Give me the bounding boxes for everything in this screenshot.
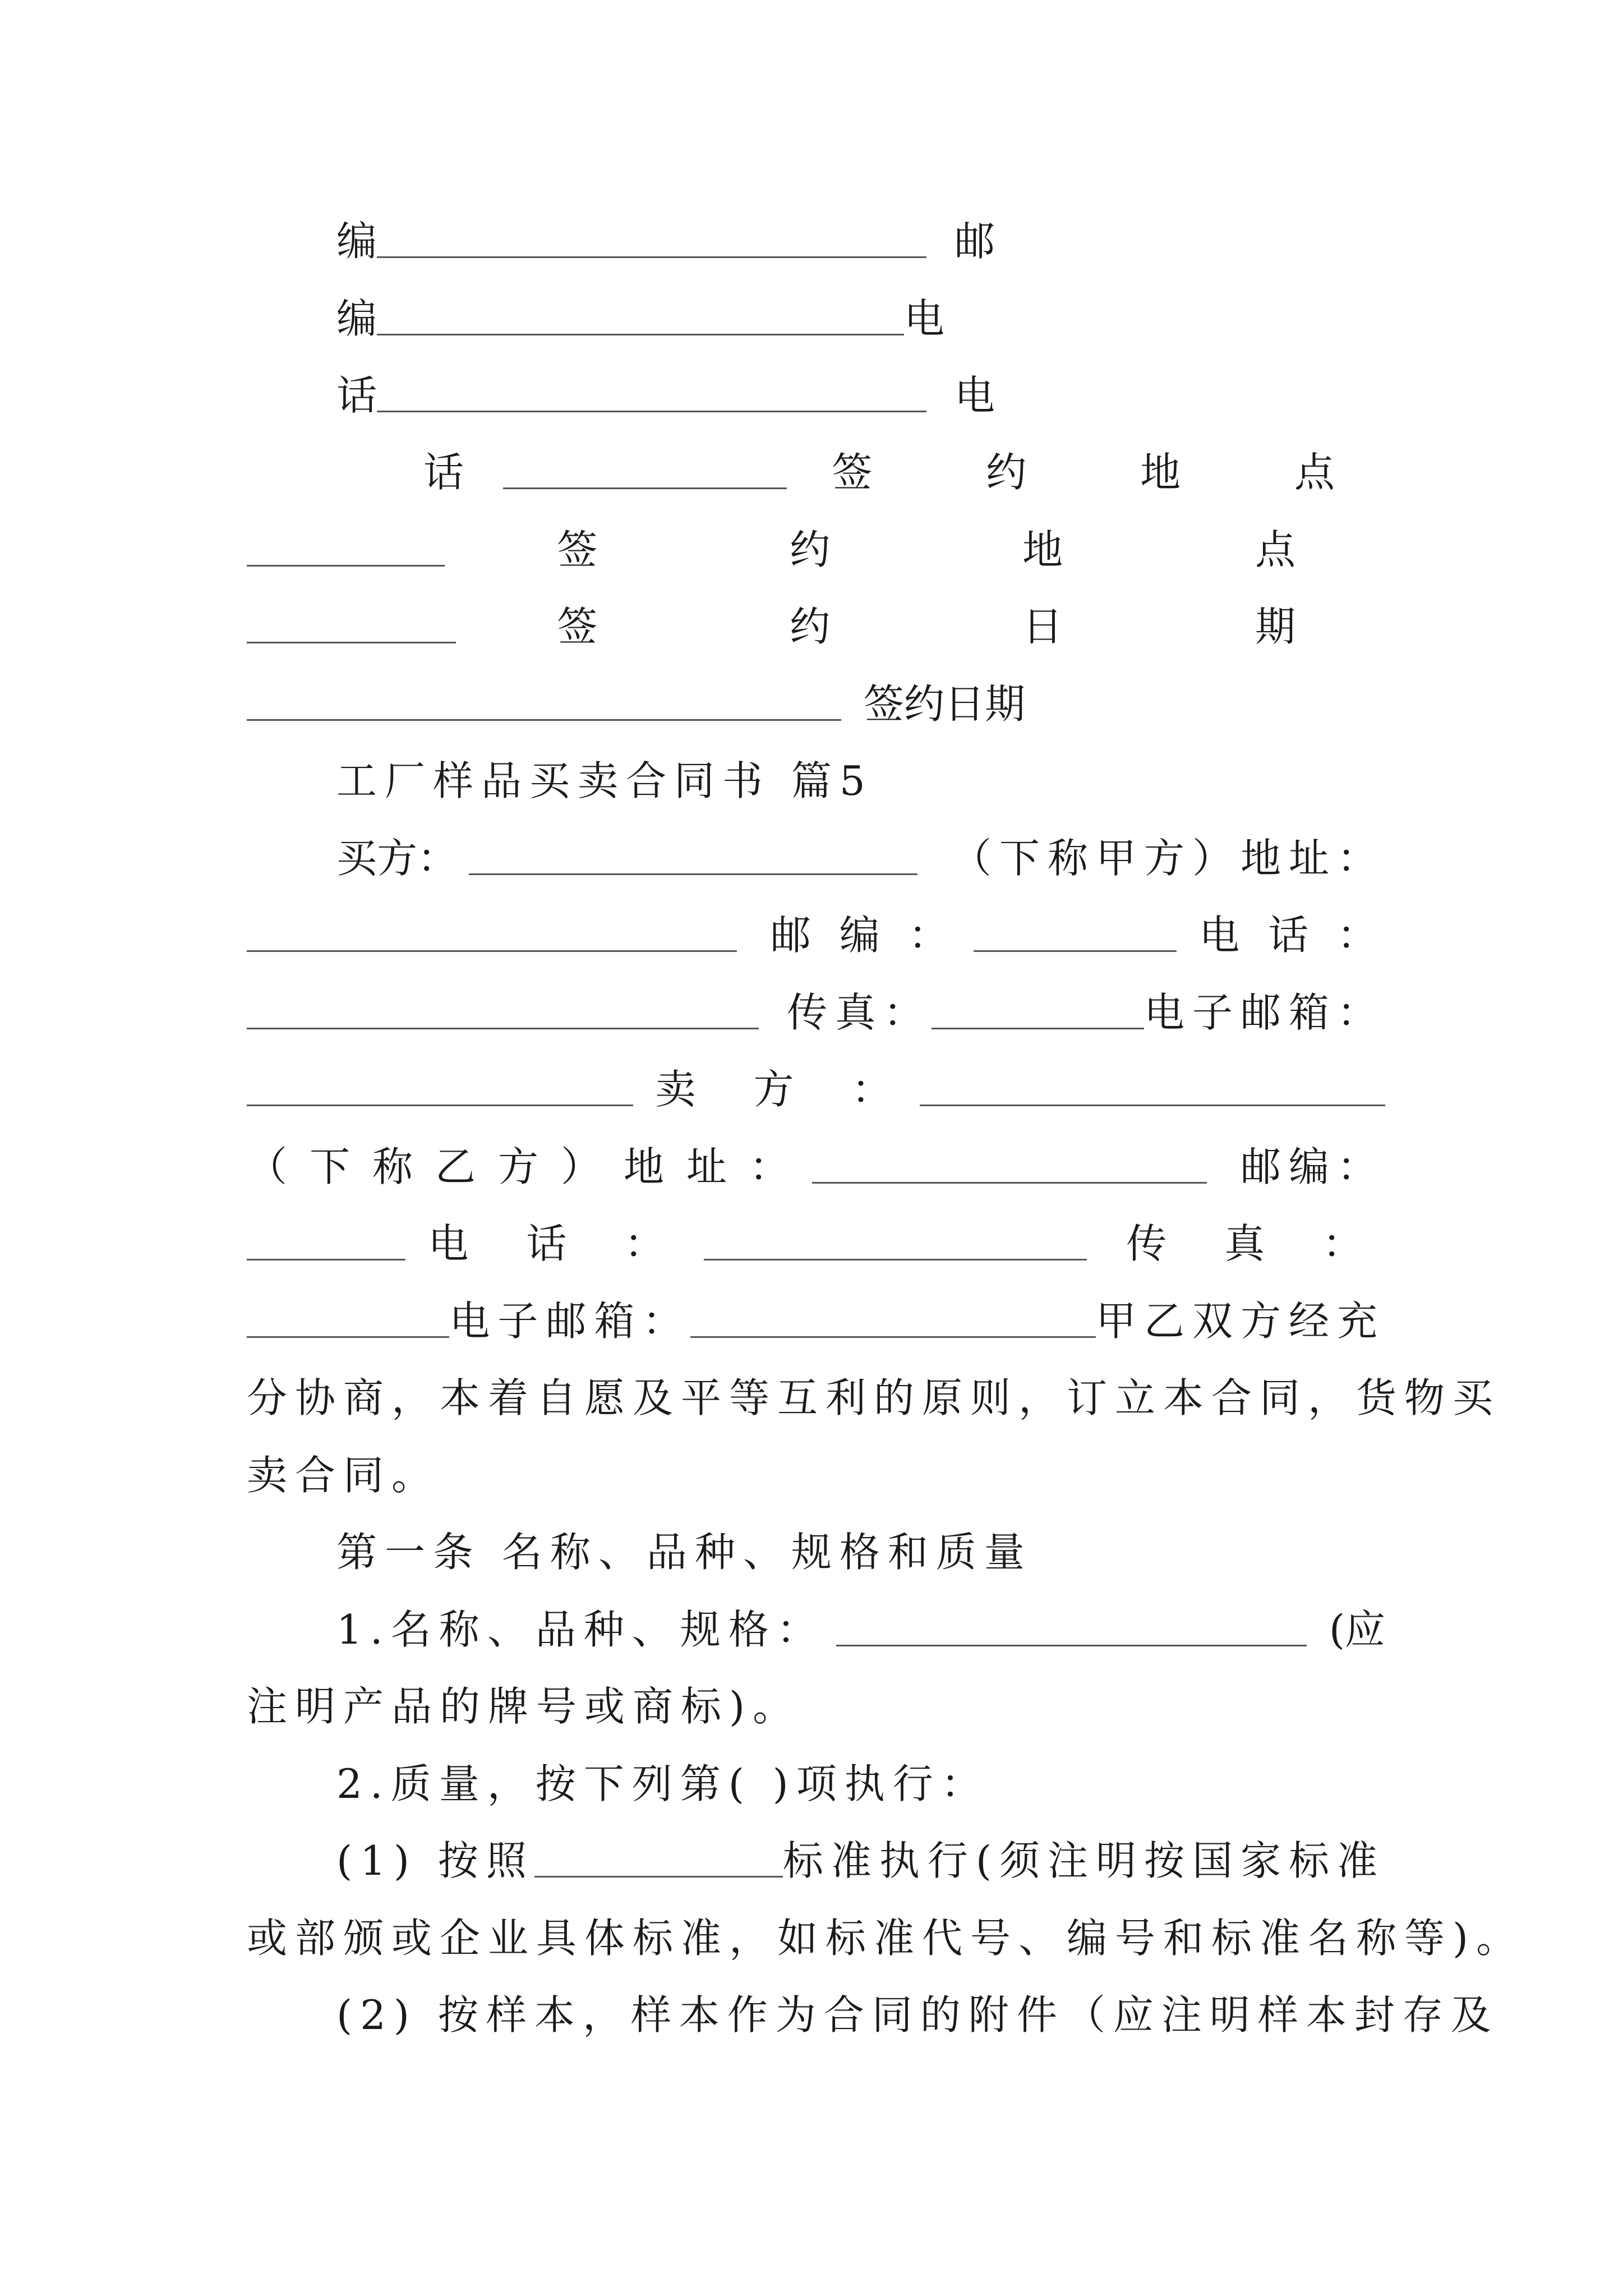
seller-label: 卖 方 ：: [655, 1066, 915, 1113]
seller-phone-line: [247, 1210, 1385, 1277]
fill-blank[interactable]: [247, 642, 456, 643]
heading-text: 工厂样品买卖合同书 篇5: [336, 757, 873, 804]
seller-email-blank[interactable]: [690, 1336, 1096, 1338]
article1-title: 第一条 名称、品种、规格和质量: [336, 1529, 1032, 1576]
line-label: 话: [423, 449, 464, 496]
paragraph-line: [247, 1364, 1501, 1432]
buyer-phone-blank[interactable]: [247, 1028, 759, 1029]
line-label: 签 约 地 点: [832, 449, 1385, 496]
buyer-email-blank[interactable]: [247, 1105, 633, 1106]
buyer-address-line: [247, 901, 1385, 969]
seller-postcode-label: 邮编：: [1240, 1143, 1385, 1190]
option1-label: (1) 按照: [336, 1837, 534, 1884]
fill-blank[interactable]: [503, 487, 787, 489]
seller-phone-label: 电 话 ：: [428, 1220, 688, 1267]
line-label: 签 约 日 期: [557, 603, 1385, 650]
seller-email-label: 电子邮箱：: [449, 1297, 691, 1345]
item1-label: 1.名称、品种、规格：: [336, 1606, 825, 1653]
paragraph-line: [247, 1673, 1385, 1740]
line-label: 电: [955, 372, 995, 419]
fill-blank[interactable]: [247, 565, 445, 567]
line-label: 邮: [955, 218, 995, 265]
item1-blank[interactable]: [836, 1645, 1307, 1646]
intro-text: 分协商，本着自愿及平等互利的原则，订立本合同，货物买: [247, 1374, 1501, 1421]
article1-option1-line: [247, 1827, 1385, 1894]
seller-address-line: [247, 1133, 1385, 1200]
buyer-fax-label: 传真：: [787, 989, 932, 1036]
seller-name-blank[interactable]: [920, 1105, 1385, 1106]
buyer-postcode-label: 邮 编 ：: [770, 912, 957, 959]
intro-text: 甲乙双方经充: [1095, 1297, 1385, 1345]
buyer-name-blank[interactable]: [469, 873, 917, 875]
line-label: 电: [904, 295, 945, 342]
fill-blank[interactable]: [377, 256, 926, 258]
form-line-phone: [247, 362, 1385, 429]
line-label: 签 约 地 点: [557, 526, 1385, 573]
buyer-email-line: [247, 1056, 1385, 1123]
article1-option2-line: [247, 1981, 1499, 2049]
seller-postcode-blank[interactable]: [247, 1259, 405, 1260]
section-heading: [247, 747, 1385, 815]
article1-item2-line: [247, 1750, 1385, 1818]
line-label: 编: [336, 295, 377, 342]
seller-email-line: [247, 1287, 1385, 1355]
option1-tail: 标准执行(须注明按国家标准: [782, 1837, 1385, 1884]
paragraph-line: [247, 1904, 1525, 1972]
fill-blank[interactable]: [377, 334, 904, 335]
buyer-phone-line: [247, 979, 1385, 1046]
item1-tail: (应: [1329, 1606, 1385, 1653]
buyer-alias-address-label: （下称甲方）地址：: [951, 835, 1385, 882]
seller-address-blank[interactable]: [812, 1182, 1207, 1184]
buyer-fax-blank[interactable]: [932, 1028, 1144, 1029]
buyer-phone-label: 电 话 ：: [1199, 912, 1385, 959]
line-label: 编: [336, 218, 377, 265]
fill-blank[interactable]: [247, 719, 841, 721]
fill-blank[interactable]: [377, 411, 926, 412]
form-line-phone: [247, 439, 1385, 506]
form-line-postcode: [247, 285, 1385, 352]
article1-item1-line: [247, 1596, 1385, 1663]
buyer-line: [247, 825, 1385, 892]
form-line-sign-date: [247, 670, 1385, 738]
line-label: 签约日期: [864, 680, 1026, 728]
article-title: [247, 1519, 1385, 1586]
option2-text: (2) 按样本，样本作为合同的附件（应注明样本封存及: [336, 1991, 1499, 2039]
seller-phone-blank[interactable]: [704, 1259, 1087, 1260]
intro-text: 卖合同。: [247, 1452, 440, 1499]
item2-text: 2.质量，按下列第( )项执行：: [336, 1760, 989, 1807]
line-label: 话: [336, 372, 377, 419]
buyer-label: 买方：: [336, 835, 458, 882]
buyer-address-blank[interactable]: [247, 950, 737, 952]
form-line-sign-date: [247, 593, 1385, 660]
buyer-postcode-blank[interactable]: [974, 950, 1177, 952]
item1-note: 注明产品的牌号或商标)。: [247, 1683, 801, 1730]
seller-fax-blank[interactable]: [247, 1336, 449, 1338]
seller-fax-label: 传 真 ：: [1126, 1220, 1385, 1267]
form-line-postcode: [247, 208, 1385, 275]
buyer-email-label: 电子邮箱：: [1144, 989, 1385, 1036]
paragraph-line: [247, 1442, 1385, 1509]
form-line-sign-place: [247, 516, 1385, 583]
option1-note: 或部颁或企业具体标准，如标准代号、编号和标准名称等)。: [247, 1915, 1525, 1962]
option1-standard-blank[interactable]: [534, 1876, 783, 1878]
seller-alias-address-label: （下称乙方）地址：: [247, 1143, 813, 1190]
